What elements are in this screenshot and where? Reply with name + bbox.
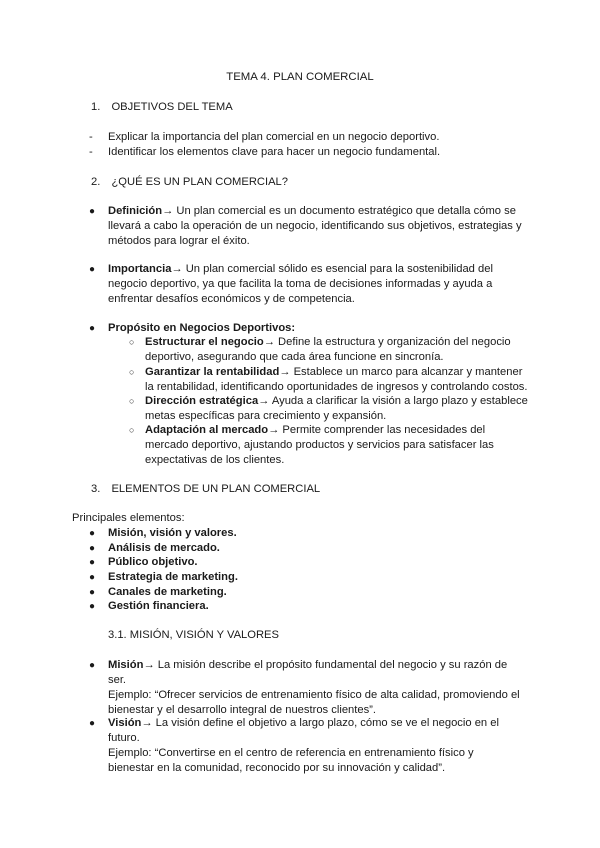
section-2-title: ¿QUÉ ES UN PLAN COMERCIAL?: [111, 176, 289, 188]
document-title: TEMA 4. PLAN COMERCIAL: [226, 71, 374, 83]
elements-intro: Principales elementos:: [72, 512, 185, 524]
circle-bullet-icon: ○: [129, 337, 135, 347]
bullet-icon: ●: [89, 660, 96, 671]
section-1-title: OBJETIVOS DEL TEMA: [111, 101, 233, 113]
element-item-6: Gestión financiera.: [108, 600, 209, 612]
dash-icon: -: [89, 131, 93, 143]
bullet-icon: ●: [89, 557, 96, 568]
circle-bullet-icon: ○: [129, 425, 135, 435]
section-3-title: ELEMENTOS DE UN PLAN COMERCIAL: [111, 483, 321, 495]
definicion-label: Definición: [108, 205, 163, 217]
vision-example: Ejemplo: “Convertirse en el centro de referencia en entrenamiento físico y bienestar en la comunidad, reconocido por su innovación y calidad”.: [108, 747, 474, 774]
importancia-paragraph: [108, 262, 528, 307]
element-item-4: Estrategia de marketing.: [108, 571, 238, 583]
mision-paragraph: [108, 658, 528, 718]
importancia-text: → Un plan comercial sólido es esencial para la sostenibilidad del negocio deportivo, ya que facilita la toma de decisiones informadas y ayuda a enfrentar desafíos económicos y de competencia.: [108, 263, 493, 305]
bullet-icon: ●: [89, 206, 96, 217]
proposito-heading: Propósito en Negocios Deportivos:: [108, 322, 296, 334]
bullet-icon: ●: [89, 528, 96, 539]
bullet-icon: ●: [89, 323, 96, 334]
element-item-1: Misión, visión y valores.: [108, 527, 237, 539]
proposito-item-3: Dirección estratégica→ Ayuda a clarificar la visión a largo plazo y establece metas específicas para crecimiento y expansión.: [145, 395, 528, 422]
subsection-3-1-heading: 3.1. MISIÓN, VISIÓN Y VALORES: [108, 629, 279, 641]
section-3-heading: [91, 483, 320, 495]
element-item-5: Canales de marketing.: [108, 586, 227, 598]
proposito-item-2: Garantizar la rentabilidad→ Establece un marco para alcanzar y mantener la rentabilidad, identificando oportunidades de ingresos y controlando costos.: [145, 366, 528, 393]
bullet-icon: ●: [89, 264, 96, 275]
document-page: TEMA 4. PLAN COMERCIAL 1. OBJETIVOS DEL TEMA - Explicar la importancia del plan comercial en un negocio deportivo. - Identificar los elementos clave para hacer un negocio fundamental. 2. ¿QUÉ ES UN PLAN COMERCIAL? ● Definición→ Un plan comercial es un documento estratégico que detalla cómo se llevará a cabo la operación de un negocio, identificando sus objetivos, estrategias y métodos para lograr el éxito. ● Importancia→ Un plan comercial sólido es esencial para la sostenibilidad del negocio deportivo, ya que facilita la toma de decisiones informadas y ayuda a enfrentar desafíos económicos y de competencia. ● Propósito en Negocios Deportivos: ○ Estructurar el negocio→ Define la estructura y organización del negocio deportivo, asegurando que cada área funcione en sincronía. ○ Garantizar la rentabilidad→ Establece un marco para alcanzar y mantener la rentabilidad, identificando oportunidades de ingresos y controlando costos. ○ Dirección estratégica→ Ayuda a clarificar la visión a largo plazo y establece metas específicas para crecimiento y expansión. ○ Adaptación al mercado→ Permite comprender las necesidades del mercado deportivo, ajustando productos y servicios para satisfacer las expectativas de los clientes. 3. ELEMENTOS DE UN PLAN COMERCIAL Principales elementos: ● Misión, visión y valores. ● Análisis de mercado. ● Público objetivo. ● Estrategia de marketing. ● Canales de marketing. ● Gestión financiera. 3.1. MISIÓN, VISIÓN Y VALORES ● Misión→ La misión describe el propósito fundamental del negocio y su razón de ser. Ejemplo: “Ofrecer servicios de entrenamiento físico de alta calidad, promoviendo el bienestar y el desarrollo integral de nuestros clientes”. ● Visión→ La visión define el objetivo a largo plazo, cómo se ve el negocio en el futuro. Ejemplo: “Convertirse en el centro de referencia en entrenamiento físico y bienestar en la comunidad, reconocido por su innovación y calidad”.: [0, 0, 600, 848]
importancia-label: Importancia: [108, 263, 172, 275]
bullet-icon: ●: [89, 543, 96, 554]
element-item-2: Análisis de mercado.: [108, 542, 220, 554]
section-2-number: 2.: [91, 176, 101, 188]
circle-bullet-icon: ○: [129, 367, 135, 377]
bullet-icon: ●: [89, 718, 96, 729]
bullet-icon: ●: [89, 572, 96, 583]
mision-example: Ejemplo: “Ofrecer servicios de entrenamiento físico de alta calidad, promoviendo el bienestar y el desarrollo integral de nuestros clientes”.: [108, 689, 520, 716]
proposito-item-4: Adaptación al mercado→ Permite comprender las necesidades del mercado deportivo, ajustando productos y servicios para satisfacer las expectativas de los clientes.: [145, 424, 494, 466]
vision-label: Visión: [108, 717, 142, 729]
section-1-number: 1.: [91, 101, 101, 113]
section-2-heading: [91, 176, 288, 188]
bullet-icon: ●: [89, 587, 96, 598]
mision-label: Misión: [108, 659, 144, 671]
element-item-3: Público objetivo.: [108, 556, 198, 568]
section-1-heading: [91, 101, 233, 113]
vision-text: → La visión define el objetivo a largo plazo, cómo se ve el negocio en el futuro.: [108, 717, 499, 744]
definicion-paragraph: [108, 204, 528, 249]
proposito-item-1: Estructurar el negocio→ Define la estructura y organización del negocio deportivo, asegurando que cada área funcione en sincronía.: [145, 336, 511, 363]
circle-bullet-icon: ○: [129, 396, 135, 406]
mision-text: → La misión describe el propósito fundamental del negocio y su razón de ser.: [108, 659, 508, 686]
dash-icon: -: [89, 146, 93, 158]
section-3-number: 3.: [91, 483, 101, 495]
vision-paragraph: [108, 716, 518, 776]
definicion-text: → Un plan comercial es un documento estratégico que detalla cómo se llevará a cabo la operación de un negocio, identificando sus objetivos, estrategias y métodos para lograr el éxito.: [108, 205, 522, 247]
bullet-icon: ●: [89, 601, 96, 612]
